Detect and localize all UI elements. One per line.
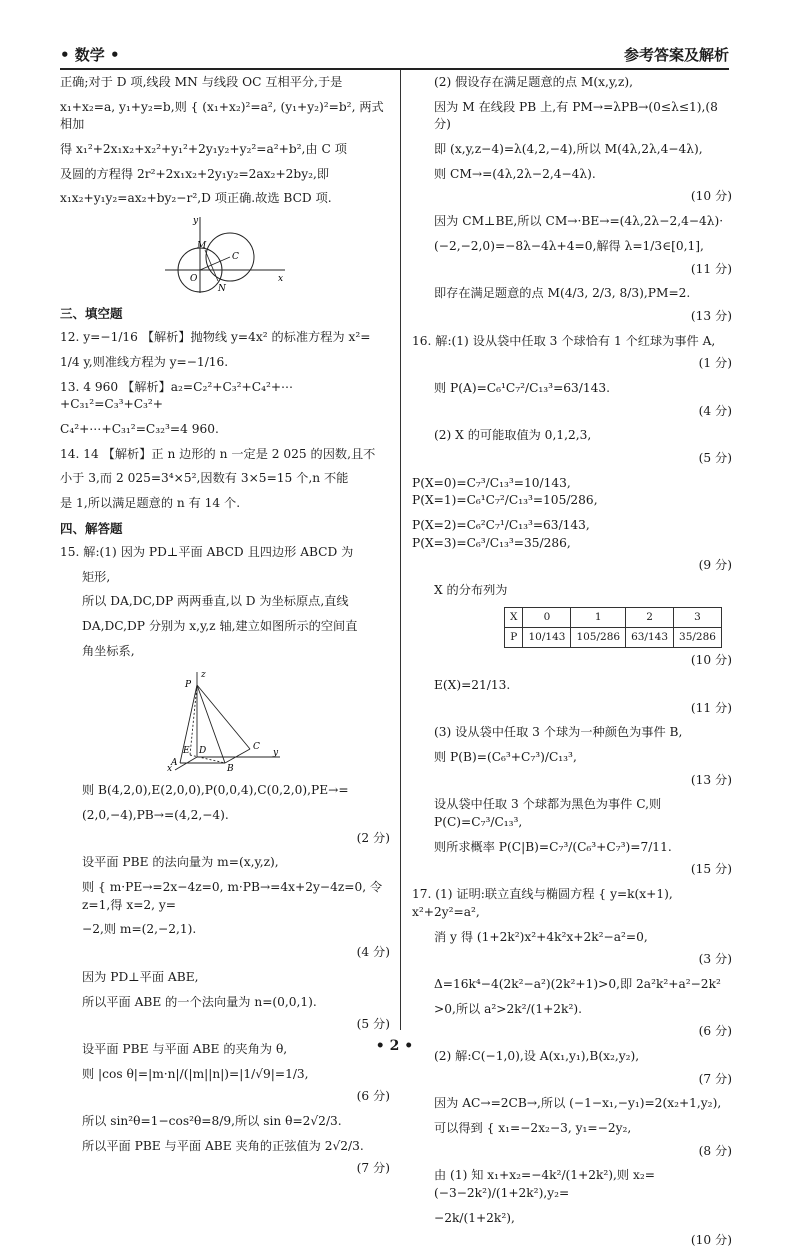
text-line: 正确;对于 D 项,线段 MN 与线段 OC 互相平分,于是	[60, 75, 343, 89]
table-cell: X	[505, 607, 523, 627]
text-line: 所以 sin²θ=1−cos²θ=8/9,所以 sin θ=2√2/3.	[82, 1113, 342, 1128]
text-line: 则所求概率 P(C|B)=C₇³/(C₆³+C₇³)=7/11.	[434, 839, 672, 854]
text-line: Δ=16k⁴−4(2k²−a²)(2k²+1)>0,即 2a²k²+a²−2k²	[434, 976, 721, 991]
text-line: P(X=0)=C₇³/C₁₃³=10/143, P(X=1)=C₆¹C₇²/C₁₃³=105/286,	[412, 475, 598, 508]
score-mark: (6 分)	[698, 1024, 732, 1039]
score-mark: (15 分)	[690, 862, 732, 877]
text-line: −2k/(1+2k²),	[434, 1210, 515, 1225]
fig1-o: O	[190, 274, 198, 285]
table-cell: 1	[571, 607, 626, 627]
text-line: x₁x₂+y₁y₂=ax₂+by₂−r²,D 项正确.故选 BCD 项.	[60, 191, 332, 206]
text-line: 1/4 y,则准线方程为 y=−1/16.	[60, 354, 229, 369]
text-line: x₁+x₂=a, y₁+y₂=b,则 { (x₁+x₂)²=a², (y₁+y₂)²=b², 两式相加	[60, 99, 384, 132]
fig2-d: D	[199, 746, 207, 757]
score-mark: (11 分)	[690, 261, 732, 276]
fig2-z: z	[201, 670, 206, 681]
text-line: 设平面 PBE 的法向量为 m=(x,y,z),	[82, 855, 279, 870]
distribution-table	[504, 607, 722, 648]
text-line: 即存在满足题意的点 M(4/3, 2/3, 8/3),PM=2.	[434, 286, 691, 301]
text-line: 则 { m·PE→=2x−4z=0, m·PB→=4x+2y−4z=0, 令 z=1,得 x=2, y=	[82, 880, 383, 912]
score-mark: (8 分)	[698, 1143, 732, 1158]
score-mark: (10 分)	[690, 1233, 732, 1248]
page-header	[60, 40, 729, 70]
table-cell: 2	[626, 607, 674, 627]
score-mark: (9 分)	[698, 558, 732, 573]
score-mark: (13 分)	[690, 772, 732, 787]
text-line: 因为 PD⊥平面 ABE,	[82, 969, 199, 984]
score-mark: (5 分)	[356, 1017, 390, 1032]
table-row	[505, 607, 722, 627]
fig2-a: A	[171, 758, 178, 769]
fig1-c: C	[232, 252, 239, 263]
text-line: >0,所以 a²>2k²/(1+2k²).	[434, 1001, 582, 1016]
header-subject: • 数学 •	[60, 45, 120, 64]
fig2-y: y	[273, 748, 279, 759]
text-line: 是 1,所以满足题意的 n 有 14 个.	[60, 496, 241, 511]
fig2-x: x	[167, 764, 173, 773]
header-title: 参考答案及解析	[623, 45, 729, 64]
text-line: 小于 3,而 2 025=3⁴×5²,因数有 3×5=15 个,n 不能	[60, 471, 349, 486]
text-line: 12. y=−1/16 【解析】抛物线 y=4x² 的标准方程为 x²=	[60, 330, 371, 345]
score-mark: (7 分)	[356, 1161, 390, 1176]
text-line: (2,0,−4),PB→=(4,2,−4).	[82, 808, 229, 822]
text-line: 因为 CM⊥BE,所以 CM→·BE→=(4λ,2λ−2,4−4λ)·	[434, 214, 724, 229]
text-line: 则 |cos θ|=|m·n|/(|m||n|)=|1/√9|=1/3,	[82, 1066, 309, 1081]
fig1-x: x	[278, 274, 284, 285]
fig2-c: C	[253, 742, 260, 753]
fig2-e: E	[183, 746, 190, 757]
text-line: 16. 解:(1) 设从袋中任取 3 个球恰有 1 个红球为事件 A,	[412, 333, 716, 348]
text-line: 则 P(B)=(C₆³+C₇³)/C₁₃³,	[434, 750, 577, 764]
text-line: 设从袋中任取 3 个球都为黑色为事件 C,则 P(C)=C₇³/C₁₃³,	[434, 797, 662, 830]
text-line: P(X=2)=C₆²C₇¹/C₁₃³=63/143, P(X=3)=C₆³/C₁₃³=35/286,	[412, 518, 590, 550]
table-cell: 35/286	[674, 628, 722, 648]
score-mark: (1 分)	[698, 356, 732, 371]
table-cell: 0	[523, 607, 571, 627]
pyramid-figure	[165, 667, 285, 772]
column-divider	[400, 70, 401, 1030]
score-mark: (4 分)	[698, 403, 732, 418]
table-cell: 10/143	[523, 628, 571, 648]
text-line: 设平面 PBE 与平面 ABE 的夹角为 θ,	[82, 1041, 288, 1056]
page-number: • 2 •	[375, 1038, 414, 1054]
text-line: E(X)=21/13.	[434, 677, 511, 692]
text-line: (2) X 的可能取值为 0,1,2,3,	[434, 428, 592, 443]
text-line: 则 B(4,2,0),E(2,0,0),P(0,0,4),C(0,2,0),PE→=	[82, 783, 349, 798]
score-mark: (7 分)	[698, 1071, 732, 1086]
circle-figure	[160, 215, 290, 295]
text-line: 由 (1) 知 x₁+x₂=−4k²/(1+2k²),则 x₂=(−3−2k²)/(1+2k²),y₂=	[434, 1168, 655, 1201]
section-heading: 三、填空题	[60, 306, 123, 322]
table-row	[505, 628, 722, 648]
score-mark: (11 分)	[690, 700, 732, 715]
text-line: (2) 解:C(−1,0),设 A(x₁,y₁),B(x₂,y₂),	[434, 1048, 640, 1063]
text-line: 角坐标系,	[82, 643, 135, 658]
left-column	[60, 74, 390, 1185]
text-line: 因为 AC→=2CB→,所以 (−1−x₁,−y₁)=2(x₂+1,y₂),	[434, 1096, 722, 1111]
table-cell: 105/286	[571, 628, 626, 648]
table-cell: 3	[674, 607, 722, 627]
score-mark: (10 分)	[690, 653, 732, 668]
text-line: 消 y 得 (1+2k²)x²+4k²x+2k²−a²=0,	[434, 929, 648, 944]
fig2-b: B	[227, 764, 234, 773]
section-heading: 四、解答题	[60, 520, 123, 536]
text-line: 因为 M 在线段 PB 上,有 PM→=λPB→(0≤λ≤1),(8 分)	[434, 99, 718, 132]
text-line: 则 CM→=(4λ,2λ−2,4−4λ).	[434, 166, 596, 181]
right-column	[412, 74, 732, 1257]
text-line: (3) 设从袋中任取 3 个球为一种颜色为事件 B,	[434, 725, 683, 740]
text-line: 得 x₁²+2x₁x₂+x₂²+y₁²+2y₁y₂+y₂²=a²+b²,由 C 项	[60, 142, 347, 157]
text-line: 即 (x,y,z−4)=λ(4,2,−4),所以 M(4λ,2λ,4−4λ),	[434, 142, 703, 157]
text-line: (−2,−2,0)=−8λ−4λ+4=0,解得 λ=1/3∈[0,1],	[434, 238, 704, 253]
text-line: X 的分布列为	[434, 583, 508, 598]
text-line: 及圆的方程得 2r²+2x₁x₂+2y₁y₂=2ax₂+2by₂,即	[60, 166, 330, 181]
score-mark: (4 分)	[356, 945, 390, 960]
text-line: 17. (1) 证明:联立直线与椭圆方程 { y=k(x+1), x²+2y²=a²,	[412, 887, 673, 919]
text-line: C₄²+⋯+C₃₁²=C₃₂³=4 960.	[60, 422, 219, 436]
text-line: 则 P(A)=C₆¹C₇²/C₁₃³=63/143.	[434, 380, 611, 395]
score-mark: (5 分)	[698, 451, 732, 465]
text-line: 14. 14 【解析】正 n 边形的 n 一定是 2 025 的因数,且不	[60, 446, 376, 461]
table-cell: P	[505, 628, 523, 648]
text-line: 所以平面 PBE 与平面 ABE 夹角的正弦值为 2√2/3.	[82, 1138, 364, 1153]
text-line: 13. 4 960 【解析】a₂=C₂²+C₃²+C₄²+⋯+C₃₁²=C₃³+C₃²+	[60, 379, 294, 412]
text-line: 可以得到 { x₁=−2x₂−3, y₁=−2y₂,	[434, 1121, 632, 1135]
score-mark: (2 分)	[356, 830, 390, 845]
fig2-p: P	[185, 680, 192, 691]
text-line: −2,则 m=(2,−2,1).	[82, 922, 197, 937]
score-mark: (13 分)	[690, 308, 732, 323]
score-mark: (6 分)	[356, 1089, 390, 1104]
fig1-n: N	[218, 284, 226, 295]
fig1-y: y	[193, 216, 199, 227]
fig1-m: M	[197, 241, 207, 252]
text-line: 所以平面 ABE 的一个法向量为 n=(0,0,1).	[82, 994, 317, 1009]
text-line: (2) 假设存在满足题意的点 M(x,y,z),	[434, 75, 634, 89]
text-line: DA,DC,DP 分别为 x,y,z 轴,建立如图所示的空间直	[82, 618, 358, 633]
score-mark: (10 分)	[690, 189, 732, 204]
text-line: 所以 DA,DC,DP 两两垂直,以 D 为坐标原点,直线	[82, 594, 349, 609]
text-line: 15. 解:(1) 因为 PD⊥平面 ABCD 且四边形 ABCD 为	[60, 544, 354, 559]
score-mark: (3 分)	[698, 952, 732, 967]
text-line: 矩形,	[82, 569, 111, 584]
table-cell: 63/143	[626, 628, 674, 648]
